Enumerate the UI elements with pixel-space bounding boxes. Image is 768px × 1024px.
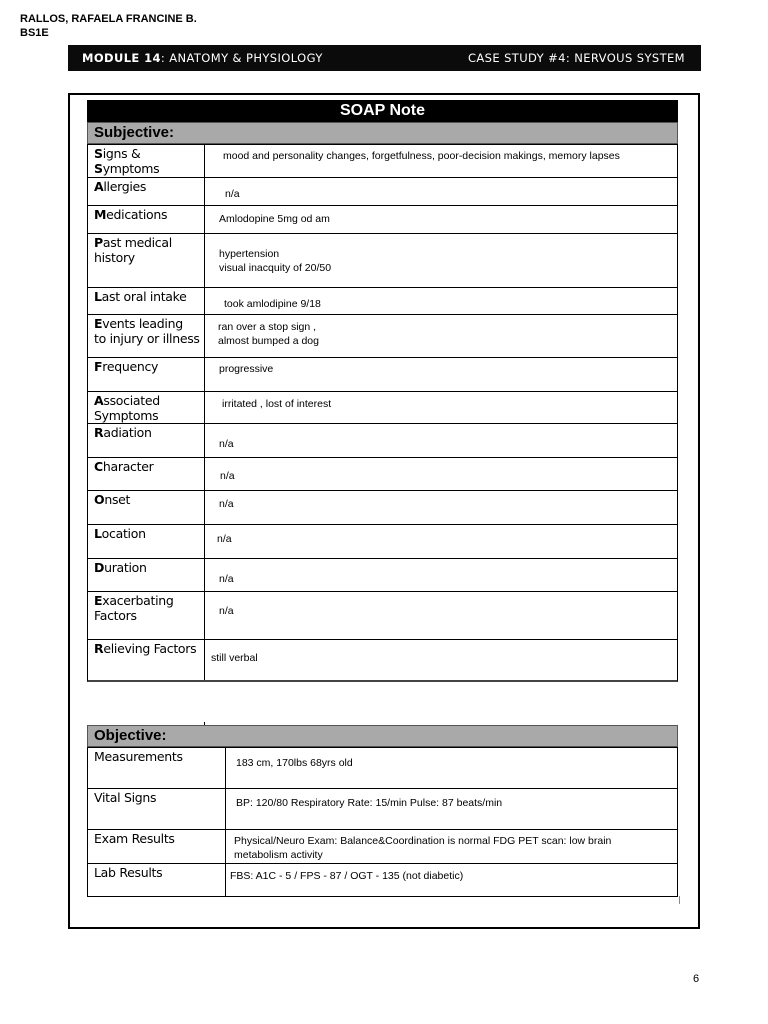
row-value: progressive <box>219 363 274 375</box>
row-value: n/a <box>225 188 240 200</box>
row-label: Vital Signs <box>94 790 157 805</box>
subjective-table <box>87 144 678 682</box>
row-label: Events leading to injury or illness <box>94 316 200 346</box>
table-row <box>88 830 677 864</box>
row-label: Past medical history <box>94 235 172 265</box>
table-row <box>88 234 677 288</box>
table-row <box>88 315 677 358</box>
table-row <box>88 559 677 592</box>
row-label: Associated Symptoms <box>94 393 160 423</box>
cursor-mark <box>679 896 680 904</box>
row-label: Allergies <box>94 179 147 194</box>
table-row <box>88 288 677 315</box>
row-label: Onset <box>94 492 131 507</box>
row-value: Physical/Neuro Exam: Balance&Coordination is normal FDG PET scan: low brain metabolism activity <box>234 835 612 861</box>
row-value: took amlodipine 9/18 <box>224 298 321 310</box>
row-label: Measurements <box>94 749 183 764</box>
module-bar <box>68 45 701 71</box>
row-label: Exam Results <box>94 831 175 846</box>
table-row <box>88 748 677 789</box>
student-section: BS1E <box>20 27 49 39</box>
table-row <box>88 145 677 178</box>
table-row <box>88 592 677 640</box>
student-name: RALLOS, RAFAELA FRANCINE B. <box>20 13 197 25</box>
row-value: n/a <box>219 498 234 510</box>
table-row <box>88 178 677 206</box>
case-study-subject: : NERVOUS SYSTEM <box>565 51 685 65</box>
page-number: 6 <box>693 973 700 985</box>
row-label: Signs & Symptoms <box>94 146 160 176</box>
subjective-heading: Subjective: <box>87 122 678 144</box>
case-study-number: CASE STUDY #4 <box>467 51 566 65</box>
row-value: BP: 120/80 Respiratory Rate: 15/min Pulse: 87 beats/min <box>236 797 503 809</box>
row-label: Medications <box>94 207 168 222</box>
objective-table <box>87 747 678 897</box>
table-row <box>88 358 677 392</box>
row-value: 183 cm, 170lbs 68yrs old <box>236 757 353 769</box>
row-value: n/a <box>220 470 235 482</box>
row-value: hypertension visual inacquity of 20/50 <box>219 248 332 274</box>
objective-heading: Objective: <box>87 725 678 747</box>
row-label: Last oral intake <box>94 289 187 304</box>
row-value: n/a <box>219 605 234 617</box>
table-row <box>88 206 677 234</box>
table-row <box>88 491 677 525</box>
row-label: Radiation <box>94 425 152 440</box>
row-label: Exacerbating Factors <box>94 593 174 623</box>
row-label: Lab Results <box>94 865 163 880</box>
module-number: MODULE 14 <box>82 51 161 65</box>
row-label: Character <box>94 459 154 474</box>
row-value: n/a <box>219 438 234 450</box>
table-row <box>88 525 677 559</box>
soap-note-title: SOAP Note <box>87 100 678 122</box>
table-row <box>88 640 677 681</box>
row-label: Duration <box>94 560 147 575</box>
table-row <box>88 424 677 458</box>
row-label: Location <box>94 526 146 541</box>
row-value: n/a <box>217 533 232 545</box>
row-value: irritated , lost of interest <box>222 398 332 410</box>
student-info <box>20 12 197 40</box>
row-value: ran over a stop sign , almost bumped a dog <box>218 321 319 347</box>
table-row <box>88 458 677 491</box>
module-title <box>82 51 323 65</box>
row-value: n/a <box>219 573 234 585</box>
table-row <box>88 864 677 896</box>
row-value: mood and personality changes, forgetfulness, poor-decision makings, memory lapses <box>223 150 620 162</box>
row-label: Relieving Factors <box>94 641 197 656</box>
table-row <box>88 789 677 830</box>
table-row <box>88 392 677 424</box>
row-value: FBS: A1C - 5 / FPS - 87 / OGT - 135 (not diabetic) <box>230 870 464 882</box>
row-value: still verbal <box>211 652 258 664</box>
row-value: Amlodopine 5mg od am <box>219 213 330 225</box>
module-subject: : ANATOMY & PHYSIOLOGY <box>160 51 323 65</box>
case-study-title <box>468 51 685 65</box>
row-label: Frequency <box>94 359 159 374</box>
